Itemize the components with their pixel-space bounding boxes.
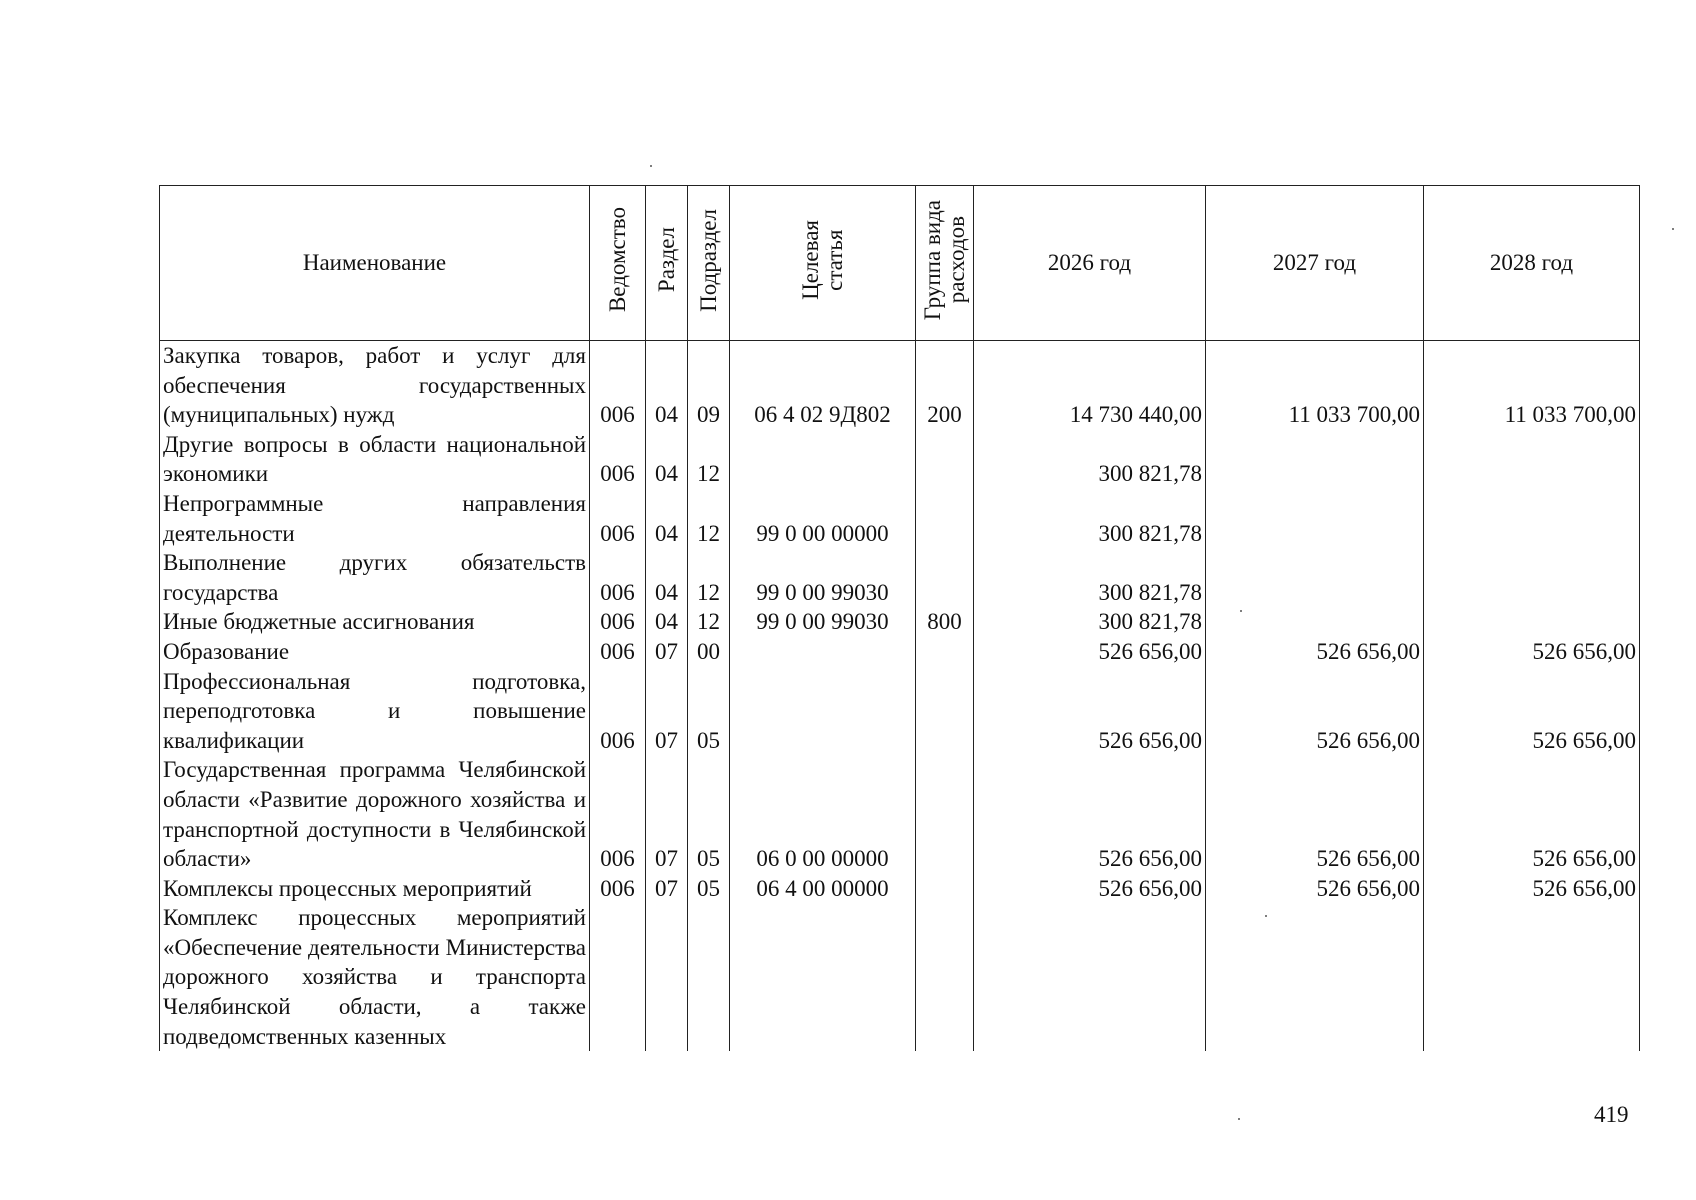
row-name: Профессиональная подготовка, переподготовка и повышение квалификации: [160, 667, 590, 756]
row-name: Выполнение других обязательств государства: [160, 548, 590, 607]
header-vedomstvo-label: Ведомство: [604, 207, 630, 313]
row-2026: 526 656,00: [974, 667, 1206, 756]
row-razdel: [646, 903, 688, 1051]
row-celevaya: [730, 430, 916, 489]
table-row: [160, 637, 1640, 667]
row-gruppa: [916, 489, 974, 548]
row-celevaya: [730, 667, 916, 756]
header-2028: [1424, 186, 1640, 341]
row-vedomstvo: 006: [590, 430, 646, 489]
row-2027: [1206, 489, 1424, 548]
header-gruppa-line1: Группа вида: [919, 199, 945, 321]
row-celevaya: 06 0 00 00000: [730, 755, 916, 873]
row-2026: 526 656,00: [974, 874, 1206, 904]
row-name: Иные бюджетные ассигнования: [160, 607, 590, 637]
row-razdel: 04: [646, 548, 688, 607]
scan-speck: [1238, 1118, 1240, 1120]
row-gruppa: [916, 637, 974, 667]
row-celevaya: 99 0 00 99030: [730, 607, 916, 637]
header-celevaya-label: [799, 220, 847, 300]
table-row: [160, 548, 1640, 607]
row-celevaya: 06 4 02 9Д802: [730, 341, 916, 430]
row-celevaya: 99 0 00 00000: [730, 489, 916, 548]
scan-speck: [650, 165, 652, 167]
row-2028: 11 033 700,00: [1424, 341, 1640, 430]
scan-speck: [1240, 610, 1242, 612]
header-gruppa-line2: расходов: [943, 216, 969, 304]
header-2026-label: 2026 год: [1047, 250, 1132, 275]
row-podrazdel: 05: [688, 667, 730, 756]
row-2027: 11 033 700,00: [1206, 341, 1424, 430]
row-name: Комплекс процессных мероприятий «Обеспечение деятельности Министерства дорожного хозяйства и транспорта Челябинской области, а также подведомственных казенных: [160, 903, 590, 1051]
row-gruppa: [916, 430, 974, 489]
row-2028: [1424, 430, 1640, 489]
row-podrazdel: 12: [688, 607, 730, 637]
row-2026: 526 656,00: [974, 755, 1206, 873]
header-celevaya: [730, 186, 916, 341]
row-name: Комплексы процессных мероприятий: [160, 874, 590, 904]
table-row: [160, 667, 1640, 756]
header-gruppa: [916, 186, 974, 341]
row-podrazdel: 09: [688, 341, 730, 430]
row-2027: [1206, 903, 1424, 1051]
row-podrazdel: 12: [688, 489, 730, 548]
row-2028: [1424, 903, 1640, 1051]
header-name-label: Наименование: [302, 250, 447, 275]
row-2028: 526 656,00: [1424, 667, 1640, 756]
row-2026: 14 730 440,00: [974, 341, 1206, 430]
row-2027: 526 656,00: [1206, 667, 1424, 756]
table-body: [160, 341, 1640, 1052]
header-razdel-label: Раздел: [653, 227, 679, 293]
header-2026: [974, 186, 1206, 341]
header-celevaya-line1: Целевая: [797, 220, 823, 300]
row-gruppa: [916, 755, 974, 873]
table-row: [160, 755, 1640, 873]
scan-speck: [1672, 228, 1674, 230]
table-row: [160, 903, 1640, 1051]
row-podrazdel: 12: [688, 548, 730, 607]
row-gruppa: [916, 548, 974, 607]
row-2027: [1206, 607, 1424, 637]
page-number: 419: [1594, 1102, 1629, 1127]
header-razdel: [646, 186, 688, 341]
row-name: Другие вопросы в области национальной экономики: [160, 430, 590, 489]
row-celevaya: 99 0 00 99030: [730, 548, 916, 607]
header-2027: [1206, 186, 1424, 341]
row-razdel: 04: [646, 607, 688, 637]
row-celevaya: [730, 637, 916, 667]
row-gruppa: 200: [916, 341, 974, 430]
row-vedomstvo: [590, 903, 646, 1051]
row-2028: [1424, 607, 1640, 637]
row-podrazdel: 00: [688, 637, 730, 667]
row-name: Закупка товаров, работ и услуг для обеспечения государственных (муниципальных) нужд: [160, 341, 590, 430]
row-razdel: 07: [646, 637, 688, 667]
row-2027: 526 656,00: [1206, 755, 1424, 873]
row-podrazdel: 05: [688, 874, 730, 904]
row-2028: [1424, 489, 1640, 548]
row-podrazdel: 05: [688, 755, 730, 873]
row-gruppa: [916, 874, 974, 904]
row-razdel: 04: [646, 341, 688, 430]
row-celevaya: [730, 903, 916, 1051]
row-razdel: 07: [646, 667, 688, 756]
row-2026: [974, 903, 1206, 1051]
row-name: Образование: [160, 637, 590, 667]
row-2026: 300 821,78: [974, 430, 1206, 489]
header-2027-label: 2027 год: [1272, 250, 1357, 275]
table-row: [160, 341, 1640, 430]
row-2026: 526 656,00: [974, 637, 1206, 667]
row-vedomstvo: 006: [590, 548, 646, 607]
row-vedomstvo: 006: [590, 341, 646, 430]
row-name: Государственная программа Челябинской области «Развитие дорожного хозяйства и транспортной доступности в Челябинской области»: [160, 755, 590, 873]
table-row: [160, 874, 1640, 904]
header-row: [160, 186, 1640, 341]
row-vedomstvo: 006: [590, 637, 646, 667]
header-name: [160, 186, 590, 341]
row-vedomstvo: 006: [590, 489, 646, 548]
row-2027: [1206, 548, 1424, 607]
row-vedomstvo: 006: [590, 607, 646, 637]
table-header: [160, 186, 1640, 341]
header-celevaya-line2: статья: [821, 229, 847, 291]
header-gruppa-label: [921, 200, 969, 320]
row-gruppa: [916, 667, 974, 756]
budget-table: [159, 185, 1640, 1051]
row-2026: 300 821,78: [974, 489, 1206, 548]
row-podrazdel: 12: [688, 430, 730, 489]
row-2026: 300 821,78: [974, 607, 1206, 637]
row-razdel: 04: [646, 430, 688, 489]
row-razdel: 07: [646, 755, 688, 873]
header-2028-label: 2028 год: [1489, 250, 1574, 275]
header-podrazdel: [688, 186, 730, 341]
row-razdel: 07: [646, 874, 688, 904]
row-gruppa: 800: [916, 607, 974, 637]
row-vedomstvo: 006: [590, 755, 646, 873]
row-2027: 526 656,00: [1206, 874, 1424, 904]
row-podrazdel: [688, 903, 730, 1051]
row-2028: 526 656,00: [1424, 874, 1640, 904]
row-name: Непрограммные направления деятельности: [160, 489, 590, 548]
row-gruppa: [916, 903, 974, 1051]
row-2026: 300 821,78: [974, 548, 1206, 607]
scan-speck: [1265, 915, 1267, 917]
header-podrazdel-label: Подраздел: [695, 208, 721, 312]
row-vedomstvo: 006: [590, 667, 646, 756]
row-celevaya: 06 4 00 00000: [730, 874, 916, 904]
table-row: [160, 430, 1640, 489]
header-vedomstvo: [590, 186, 646, 341]
row-2027: [1206, 430, 1424, 489]
table-row: [160, 489, 1640, 548]
row-2028: 526 656,00: [1424, 755, 1640, 873]
row-2028: [1424, 548, 1640, 607]
row-2027: 526 656,00: [1206, 637, 1424, 667]
row-2028: 526 656,00: [1424, 637, 1640, 667]
row-razdel: 04: [646, 489, 688, 548]
table-row: [160, 607, 1640, 637]
row-vedomstvo: 006: [590, 874, 646, 904]
